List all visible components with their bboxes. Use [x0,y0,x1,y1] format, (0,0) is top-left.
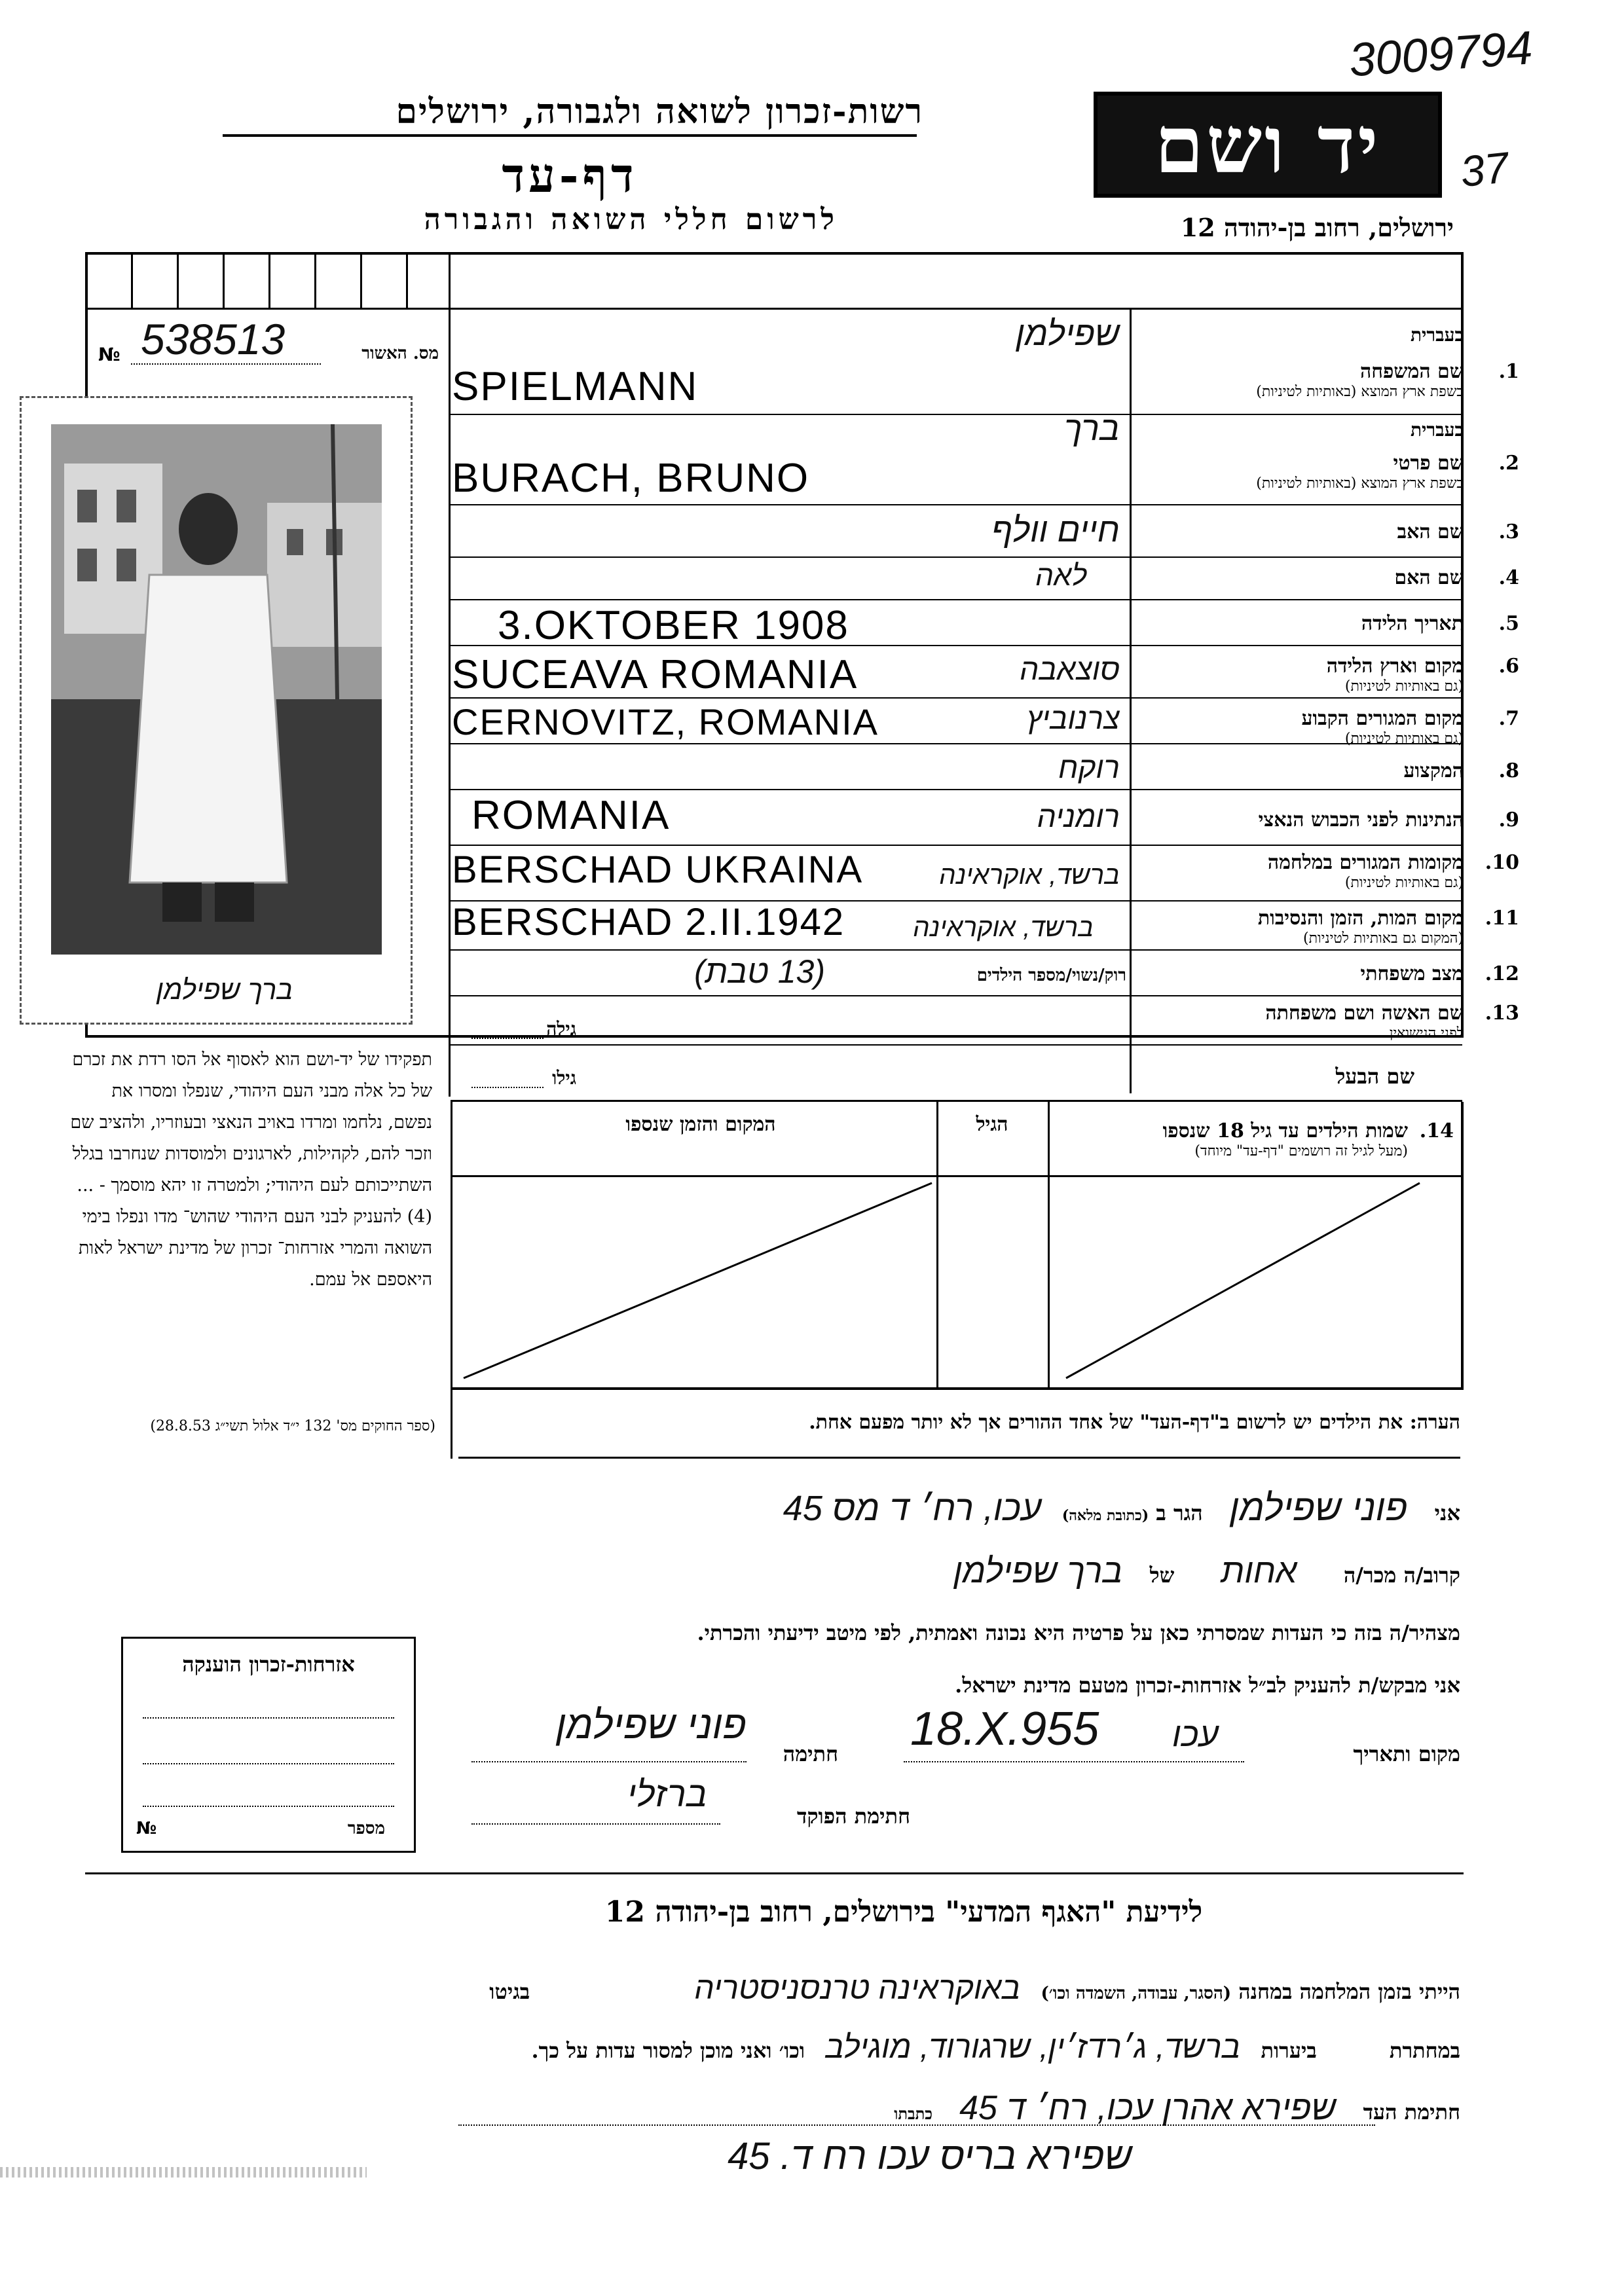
children-place-header: המקום והזמן שנספו [625,1113,776,1136]
children-label-sub: (מעל לגיל זה רושמים "דף-עד" מיוחד) [1194,1143,1408,1159]
field-1-latin-value: SPIELMANN [452,364,699,409]
row-line-8 [451,789,1462,790]
field-5-number: 5. [1498,612,1519,635]
info-line2 [85,2030,1460,2066]
field-1-label-text: שם המשפחה [1359,360,1464,383]
field-10-label [1149,851,1464,891]
note: הערה: את הילדים יש לרשום ב"דף-העד" של אחד ההורים אך לא יותר מפעם אחת. [809,1411,1460,1434]
form-subtitle: לרשום חללי השואה והגבורה [424,203,838,236]
field-6-number: 6. [1498,655,1519,678]
field-8-label: המקצוע [1403,759,1464,782]
children-label [1061,1120,1408,1159]
field-8-hebrew-value: רוקח [1058,750,1120,784]
field-9-hebrew-value: רומניה [1037,799,1120,833]
decl-date-line [904,1761,1244,1762]
children-number: 14. [1419,1120,1454,1142]
grant-number-label: מספר [347,1819,385,1838]
field-10-latin-value: BERSCHAD UKRAINA [452,848,864,891]
info-line2-value: ברשד, ג׳רדז׳ין, שרגורוד, מוגילב [825,2030,1241,2065]
decl-signature-label: חתימה [783,1741,838,1766]
authority-underline [223,134,917,137]
mission-text: תפקידו של יד-ושם הוא לאסוף אל הסו רדת את זכרם של כל אלה מבני העם היהודי, שנפלו ומסרו את נפשם, נלחמו ומרדו באויב הנאצי ובעוזריו, ולהציב שם וזכר להם, לקהילות, לארגונים ולמוסדות שנחרבו בגלל השתייכותם לעם היהודי; ולמטרה זו יהא מוסמך - ...(4) להעניק לבני העם היהודי שהוש־ מדו ונפלו בימי השואה והמרי אזרחות־ זכרון של מדינת ישראל לאות היאספם אל עמם. [70,1049,432,1290]
decl-victim-name: ברך שפילמן [953,1552,1123,1590]
field-2-label [1149,452,1464,492]
field-9-latin-value: ROMANIA [471,793,671,838]
field-11-latin-value: BERSCHAD 2.II.1942 [452,901,845,943]
field-5-label: תאריך הלידה [1361,612,1464,635]
field-10-number: 10. [1485,851,1519,874]
field-12-label: מצב משפחתי [1360,962,1464,985]
field-6-latin-value: SUCEAVA ROMANIA [452,652,858,697]
row-line-4 [451,599,1462,600]
field-7-sub: (גם באותיות לטיניות) [1344,731,1464,747]
info-line3-underline [458,2124,1375,2126]
photo-caption: ברך שפילמן [156,974,293,1005]
field-7-latin-value: CERNOVITZ, ROMANIA [452,701,879,742]
info-line1-hint: (הסגר, עבודה, השמדה וכו׳) [1041,1984,1232,2003]
info-footer-handwriting: שפירא בריס עכו רח ד. 45 [728,2135,1132,2178]
decl-i: אני [1434,1501,1460,1525]
decl-addr-hint: (כתובת מלאה) [1061,1507,1149,1524]
children-age-header: הגיל [976,1113,1008,1136]
wife-age-label: גילה [546,1018,576,1040]
field-11-label [1149,907,1464,947]
info-line3-value: שפירא אהרן עכו, רח׳ ד 45 [959,2089,1337,2127]
field-6-label-text: מקום וארץ הלידה [1326,655,1464,678]
field-8-number: 8. [1498,759,1519,782]
field-3-label: שם האב [1397,520,1464,543]
info-line3 [85,2088,1460,2128]
field-12-status-options: רוק/נשוי/מספר הילדים [976,966,1126,985]
field-13-label-text: שם האשה ושם משפחתה [1265,1002,1464,1025]
grant-box [121,1637,416,1853]
info-line1-label: הייתי בזמן המלחמה במחנה [1238,1979,1460,2004]
form-title: דף-עד [502,147,638,203]
decl-lives: הגר ב [1156,1501,1203,1525]
field-13-number: 13. [1485,1002,1519,1025]
info-line2-end: וכו׳ ואני מוכן למסור עדות על כך. [531,2038,805,2063]
field-6-label [1149,655,1464,695]
row-line-3 [451,556,1462,558]
row-line-9 [451,845,1462,846]
husband-age-label: גילו [552,1067,576,1089]
field-7-number: 7. [1498,707,1519,730]
scan-noise-strip [0,2167,367,2178]
decl-place: עכו [1172,1716,1219,1754]
strike-left [464,1183,932,1378]
field-10-label-text: מקומות המגורים במלחמה [1267,851,1464,874]
grant-line-2 [143,1763,394,1764]
reference-number-side: 37 [1458,142,1511,196]
field-11-label-text: מקום המות, הזמן והנסיבות [1257,907,1464,930]
grant-no-sign: № [136,1819,157,1838]
decl-officer-signature: ברזלי [627,1775,707,1814]
children-label-text: שמות הילדים עד גיל 18 שנספו [1162,1120,1408,1142]
reference-number-top: 3009794 [1347,22,1534,87]
field-2-hebrew-label: בעברית [1410,419,1464,441]
field-7-hebrew-value: צרנוביץ [1026,701,1120,735]
grant-box-title: אזרחות-זכרון הוענקה [182,1652,355,1677]
field-13-sub: לפני הנישואין [1389,1025,1464,1042]
decl-line3: מצהיר/ה בזה כי העדות שמסרתי כאן על פרטיה היא נכונה ואמתית, לפי מיטב ידיעתי והכרתי. [697,1620,1460,1645]
field-5-latin-value: 3.OKTOBER 1908 [498,603,849,648]
top-strip-ticks [85,252,452,308]
yad-vashem-logo: יד ושם [1094,92,1442,198]
field-11-hebrew-value: ברשד, אוקראינה [913,913,1094,942]
decl-line4: אני מבקש/ת להעניק לב״ל אזרחות-זכרון מטעם מדינת ישראל. [955,1673,1460,1698]
field-4-number: 4. [1498,566,1519,589]
field-11-number: 11. [1485,907,1519,930]
row-line-12 [451,995,1462,996]
info-line1-end: בגיטו [489,1979,530,2004]
photo-image [51,424,382,955]
decl-of: של [1149,1563,1175,1588]
field-2-hebrew-value: ברך [1063,410,1120,448]
decl-line2 [589,1552,1460,1591]
victim-photo [20,396,413,1025]
decl-date: 18.X.955 [910,1703,1099,1755]
field-3-hebrew-value: חיים וולף [991,511,1120,549]
field-10-hebrew-value: ברשד, אוקראינה [939,861,1120,890]
grant-line-1 [143,1717,394,1719]
field-10-sub: (גם באותיות לטיניות) [1344,875,1464,891]
info-title: לידיעת "האגף המדעי" בירושלים, רחוב בן-יהודה 12 [604,1895,1203,1929]
field-12-number: 12. [1485,962,1519,985]
husband-label: שם הבעל [1335,1064,1414,1089]
field-2-sub: בשפת ארץ המוצא (באותיות לטיניות) [1256,475,1464,492]
info-line2-mid: ביערות [1261,2038,1317,2063]
grant-line-3 [143,1806,394,1807]
strike-right [1066,1183,1420,1378]
field-2-number: 2. [1498,452,1519,475]
note-bottom-line [458,1457,1460,1459]
field-12-value: (13 טבת) [694,953,825,990]
decl-signature: פוני שפילמן [555,1703,747,1747]
field-7-label [1149,707,1464,747]
field-2-label-text: שם פרטי [1393,452,1464,475]
field-4-hebrew-value: לאה [1035,560,1087,592]
form-left-border-lower [451,1390,452,1459]
approval-no-sign: № [98,344,120,365]
row-line-13 [451,1044,1462,1046]
field-2-latin-value: BURACH, BRUNO [452,456,810,501]
field-1-hebrew-label: בעברית [1410,324,1464,346]
wife-age-dots [471,1038,544,1039]
decl-place-date-label: מקום ותאריך [1353,1741,1460,1766]
info-line2-label: במחתרת [1389,2038,1460,2063]
decl-officer-line [471,1823,720,1825]
info-line1 [85,1971,1460,2007]
address: ירושלים, רחוב בן-יהודה 12 [1180,213,1454,242]
decl-name: פוני שפילמן [1229,1487,1408,1528]
decl-relation: אחות [1221,1552,1297,1590]
law-reference: (ספר החוקים מס' 132 י״ד אלול תשי״ג 28.8.53) [150,1418,435,1434]
row-line-2 [451,504,1462,505]
field-1-sub: בשפת ארץ המוצא (באותיות לטיניות) [1256,384,1464,400]
field-13-label [1149,1002,1464,1042]
field-6-sub: (גם באותיות לטיניות) [1344,678,1464,695]
field-9-number: 9. [1498,809,1519,831]
field-1-hebrew-value: שפילמן [1016,315,1120,353]
field-7-label-text: מקום המגורים הקבוע [1301,707,1464,730]
info-top-line [85,1872,1464,1874]
info-line1-value: באוקראינה טרנסניסטריה [694,1971,1021,2006]
approval-number: 538513 [141,315,286,363]
decl-relation-label: קרוב/ה מכר/ה [1343,1563,1460,1588]
row-line-11 [451,949,1462,951]
decl-address: עכו, רח׳ ד מס 45 [783,1489,1042,1528]
authority-title: רשות-זכרון לשואה ולגבורה, ירושלים [396,92,923,132]
field-11-sub: (המקום גם באותיות לטיניות) [1303,930,1464,947]
top-strip-bottom [85,308,1464,310]
info-line3-label: חתימת העד [1363,2100,1460,2124]
decl-line1 [458,1486,1460,1529]
field-3-number: 3. [1498,520,1519,543]
info-line3-hint: כתבתו [894,2104,932,2123]
decl-signature-line [471,1761,747,1762]
approval-label: מס. האשור [361,344,439,363]
decl-officer-label: חתימת הפוקד [797,1804,910,1829]
field-6-hebrew-value: סוצאבה [1020,652,1120,686]
children-strike-lines [451,1175,1464,1390]
field-4-label: שם האם [1394,566,1464,589]
field-9-label: הנתינות לפני הכבוש הנאצי [1258,809,1464,831]
approval-dots [131,363,321,365]
husband-age-dots [471,1087,544,1088]
field-1-number: 1. [1498,360,1519,383]
field-1-label [1149,360,1464,400]
